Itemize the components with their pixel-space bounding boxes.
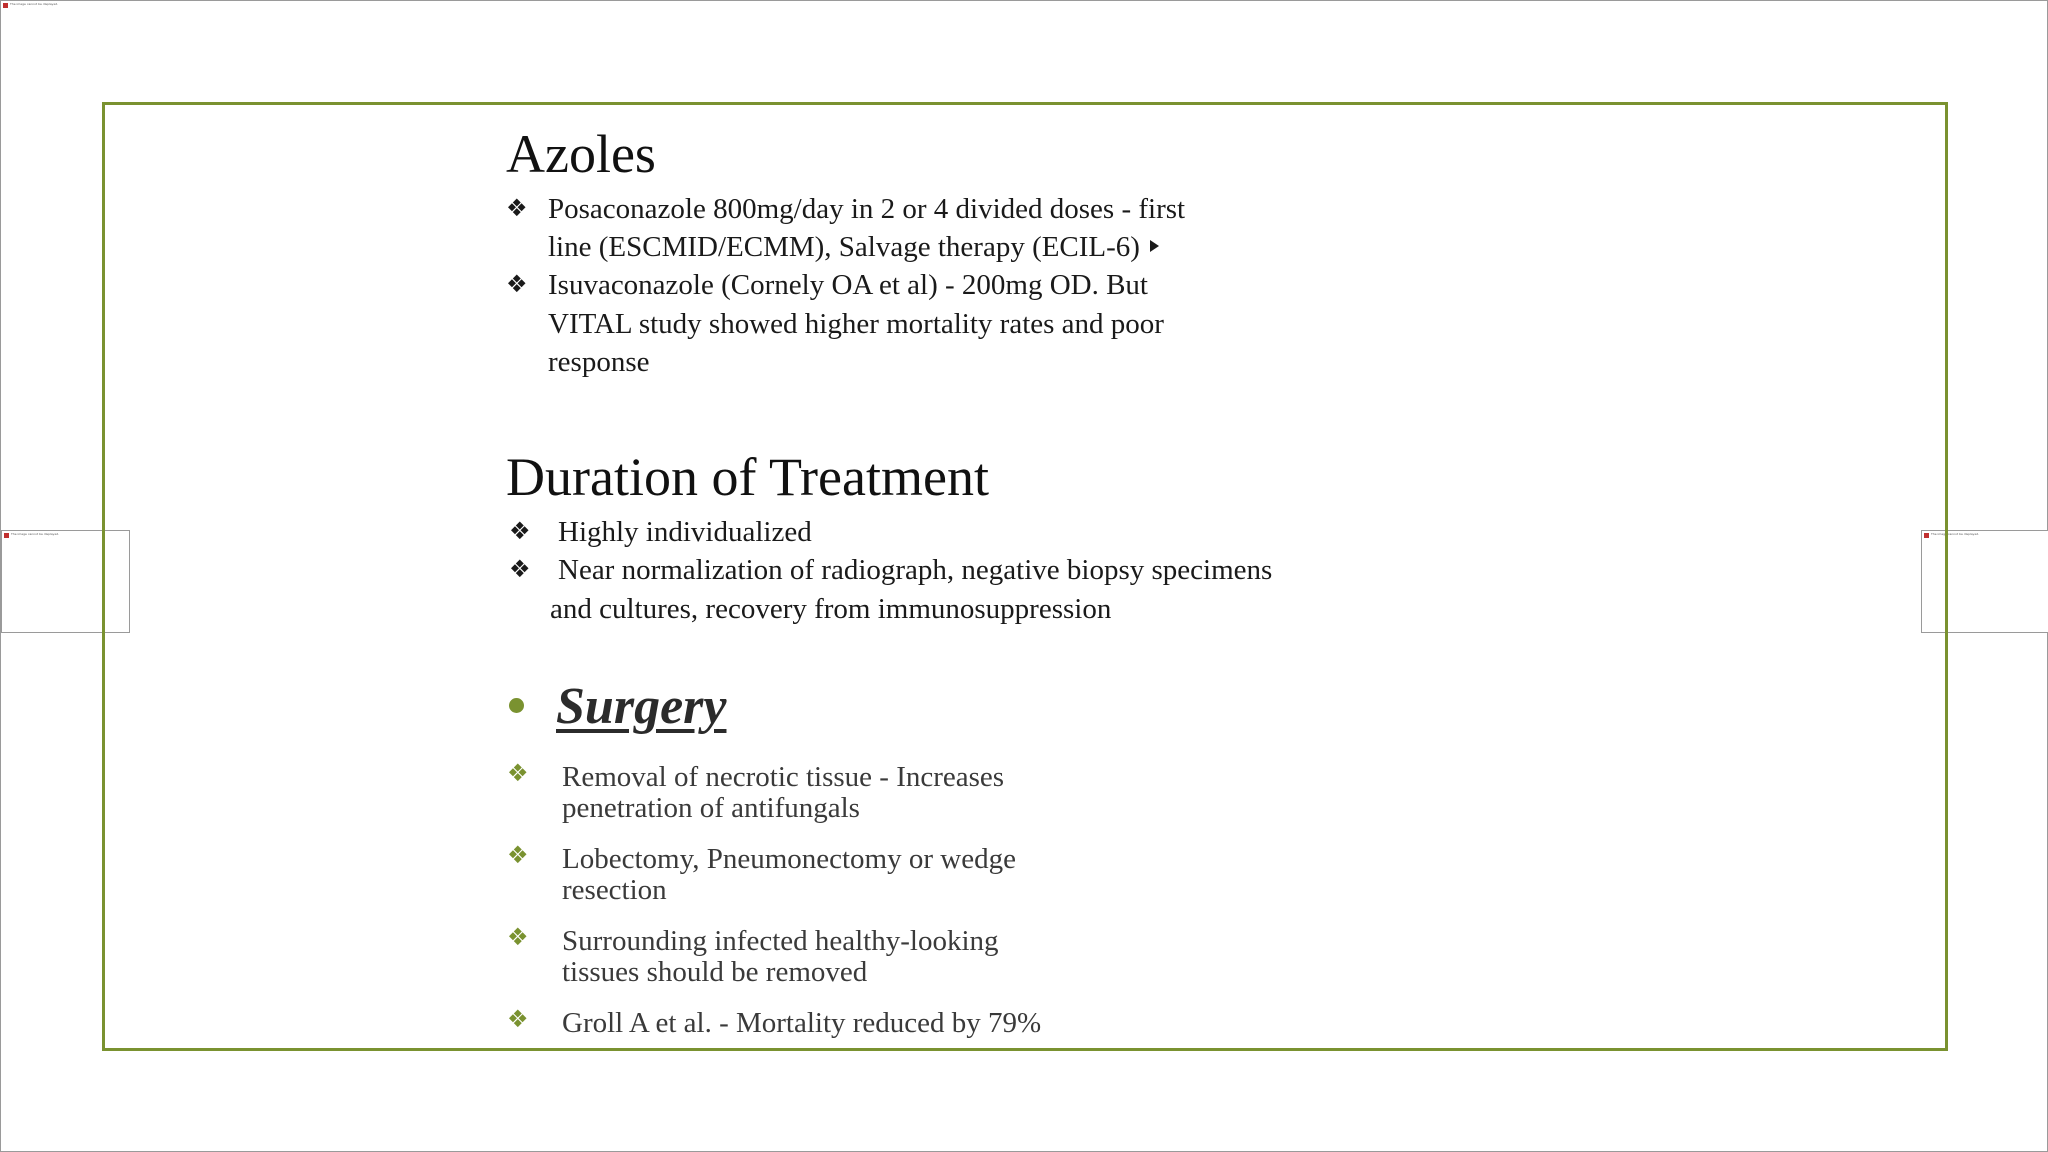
play-arrow-icon bbox=[1150, 240, 1159, 252]
broken-image-alt: The image cannot be displayed. bbox=[11, 532, 60, 536]
diamond-bullet-icon: ❖ bbox=[506, 270, 528, 298]
broken-image-top bbox=[1, 1, 71, 9]
diamond-bullet-icon: ❖ bbox=[506, 194, 528, 222]
item-line: resection bbox=[562, 874, 667, 906]
item-line: Isuvaconazole (Cornely OA et al) - 200mg OD. But bbox=[548, 269, 1148, 301]
diamond-bullet-icon: ❖ bbox=[507, 923, 529, 951]
item-line: Highly individualized bbox=[558, 516, 812, 548]
broken-image-icon bbox=[4, 533, 9, 538]
diamond-bullet-icon: ❖ bbox=[509, 555, 531, 583]
item-line: and cultures, recovery from immunosuppression bbox=[550, 593, 1112, 625]
item-line: line (ESCMID/ECMM), Salvage therapy (ECIL-6) bbox=[548, 228, 1159, 266]
broken-image-alt: The image cannot be displayed. bbox=[1931, 532, 1980, 536]
diamond-bullet-icon: ❖ bbox=[507, 759, 529, 787]
item-line: Surrounding infected healthy-looking bbox=[562, 925, 999, 957]
item-line: Posaconazole 800mg/day in 2 or 4 divided doses - first bbox=[548, 193, 1186, 225]
azoles-heading: Azoles bbox=[506, 124, 656, 184]
item-line: tissues should be removed bbox=[562, 956, 868, 988]
item-line: VITAL study showed higher mortality rates and poor bbox=[548, 308, 1164, 340]
item-line: Removal of necrotic tissue - Increases bbox=[562, 761, 1005, 793]
broken-image-alt: The image cannot be displayed. bbox=[10, 2, 59, 6]
duration-heading: Duration of Treatment bbox=[506, 447, 989, 507]
item-line: Lobectomy, Pneumonectomy or wedge bbox=[562, 843, 1016, 875]
broken-image-icon bbox=[3, 3, 8, 8]
diamond-bullet-icon: ❖ bbox=[507, 1005, 529, 1033]
item-line: Groll A et al. - Mortality reduced by 79% bbox=[562, 1007, 1042, 1039]
diamond-bullet-icon: ❖ bbox=[507, 841, 529, 869]
green-bullet-dot-icon bbox=[509, 698, 524, 713]
diamond-bullet-icon: ❖ bbox=[509, 517, 531, 545]
item-line: Near normalization of radiograph, negative biopsy specimens bbox=[558, 554, 1273, 586]
item-line: response bbox=[548, 346, 650, 378]
surgery-heading: Surgery bbox=[556, 678, 727, 735]
item-line: penetration of antifungals bbox=[562, 792, 860, 824]
